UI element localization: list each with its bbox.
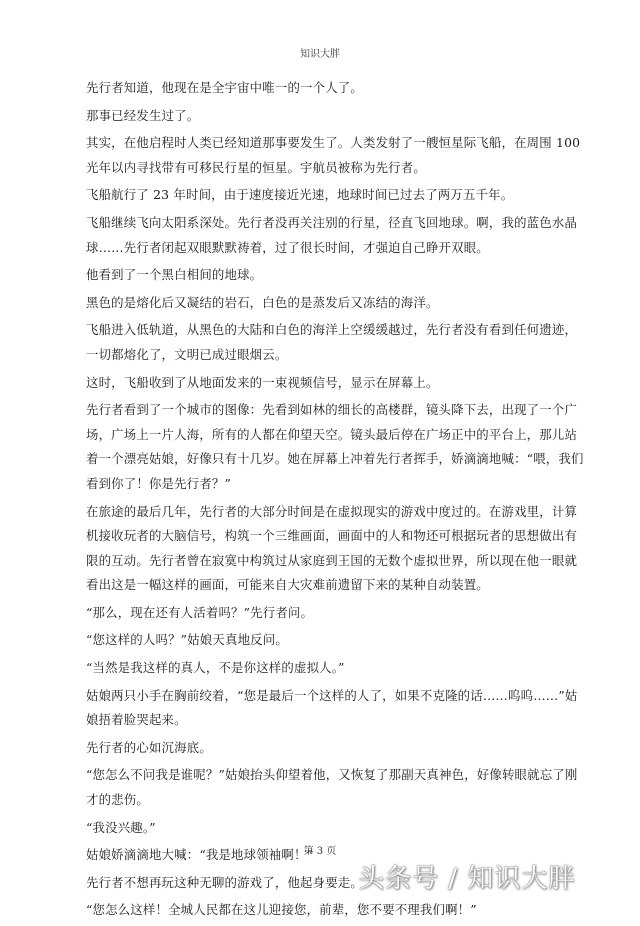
body-text	[86, 76, 586, 926]
paragraph: 黑色的是熔化后又凝结的岩石，白色的是蒸发后又冻结的海洋。	[86, 294, 439, 310]
paragraph: “当然是我这样的真人，不是你这样的虚拟人。”	[86, 660, 345, 676]
paragraph: 飞船继续飞向太阳系深处。先行者没再关注别的行星，径直飞回地球。啊，我的蓝色水晶球……先行者闭起双眼默默祷着，过了很长时间，才强迫自己睁开双眼。	[86, 214, 578, 255]
paragraph: 飞船航行了 23 年时间，由于速度接近光速，地球时间已过去了两万五千年。	[86, 187, 514, 203]
paragraph: 先行者知道，他现在是全宇宙中唯一的一个人了。	[86, 80, 363, 95]
paragraph: 先行者不想再玩这种无聊的游戏了，他起身要走。	[86, 874, 363, 890]
paragraph: 其实，在他启程时人类已经知道那事要发生了。人类发射了一艘恒星际飞船，在周围 100 光年以内寻找带有可移民行星的恒星。宇航员被称为先行者。	[86, 135, 581, 175]
paragraph: 先行者的心如沉海底。	[86, 739, 212, 755]
paragraph: 飞船进入低轨道，从黑色的大陆和白色的海洋上空缓缓越过，先行者没有看到任何遗迹，一切都熔化了，文明已成过眼烟云。	[86, 322, 578, 362]
paragraph: “您怎么不问我是谁呢？”姑娘抬头仰望着他，又恢复了那副天真神色，好像转眼就忘了刚才的悲伤。	[86, 767, 578, 808]
paragraph: 他看到了一个黑白相间的地球。	[86, 267, 263, 283]
paragraph: 那事已经发生过了。	[86, 107, 200, 123]
paragraph: 姑娘两只小手在胸前绞着，“您是最后一个这样的人了，如果不克隆的话……呜呜……”姑娘捂着脸哭起来。	[86, 687, 578, 728]
paragraph: “我没兴趣。”	[86, 819, 156, 835]
page-header: 知识大胖	[300, 49, 340, 60]
paragraph: 姑娘娇滴滴地大喊：“我是地球领袖啊！”	[86, 847, 314, 863]
page-number: 第 3 页	[303, 846, 337, 857]
watermark: 头条号 / 知识大胖	[358, 864, 576, 894]
paragraph: 先行者看到了一个城市的图像：先看到如林的细长的高楼群，镜头降下去，出现了一个广场，广场上一片人海，所有的人都在仰望天空。镜头最后停在广场正中的平台上，那儿站着一个漂亮姑娘，好像只有十几岁。她在屏幕上冲着先行者挥手，娇滴滴地喊：“喂，我们看到你了！你是先行者？”	[86, 402, 584, 491]
paragraph: 这时，飞船收到了从地面发来的一束视频信号，显示在屏幕上。	[86, 374, 439, 390]
paragraph: “那么，现在还有人活着吗？”先行者问。	[86, 604, 314, 620]
paragraph: 在旅途的最后几年，先行者的大部分时间是在虚拟现实的游戏中度过的。在游戏里，计算机接收玩者的大脑信号，构筑一个三维画面，画面中的人和物还可根据玩者的思想做出有限的互动。先行者曾在寂寞中构筑过从家庭到王国的无数个虚拟世界，所以现在他一眼就看出这是一幅这样的画面，可能来自大灾难前遗留下来的某种自动装置。	[86, 503, 578, 593]
paragraph: “您这样的人吗？”姑娘天真地反问。	[86, 632, 288, 648]
paragraph: “您怎么这样！全城人民都在这儿迎接您，前辈，您不要不理我们啊！”	[86, 902, 477, 918]
